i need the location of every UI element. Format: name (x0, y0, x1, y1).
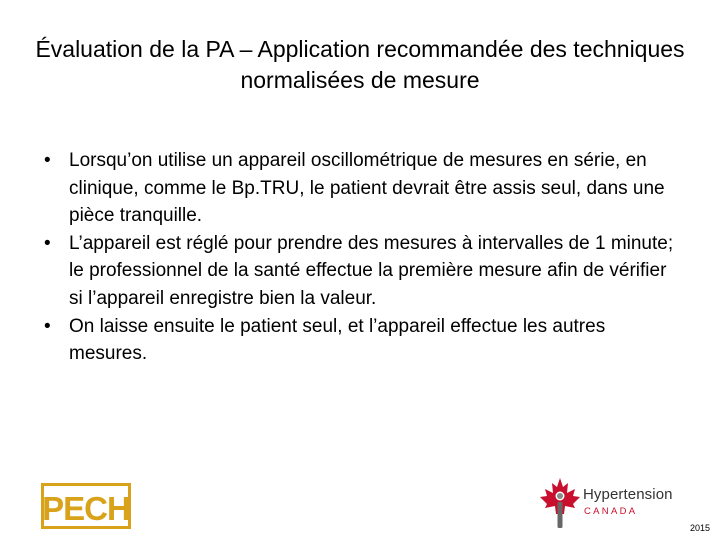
bullet-text: On laisse ensuite le patient seul, et l’appareil effectue les autres mesures. (69, 315, 606, 365)
bullet-marker: • (44, 150, 51, 171)
pech-logo (41, 483, 131, 529)
bullet-marker: • (44, 232, 51, 254)
hypertension-canada-logo (534, 474, 694, 532)
slide-title: Évaluation de la PA – Application recommandée des techniques normalisées de mesure (35, 36, 685, 93)
pech-logo-text: PECH (42, 490, 130, 527)
bullet-text: Lorsqu’on utilise un appareil oscillométrique de mesures en série, en clinique, comme le Bp.TRU, le patient devrait être assis seul, dans une pièce tranquille. (69, 150, 665, 227)
bullet-list (44, 147, 684, 368)
bullet-item (44, 147, 684, 230)
bullet-item (44, 230, 684, 313)
bullet-item (44, 313, 684, 368)
bullet-marker: • (44, 315, 51, 337)
bullet-text: L’appareil est réglé pour prendre des mesures à intervalles de 1 minute; le professionnel de la santé effectue la première mesure afin de vérifier si l’appareil enregistre bien la valeur. (69, 232, 674, 309)
hypertension-wordmark: Hypertension (583, 486, 673, 503)
maple-leaf-icon (534, 474, 586, 532)
canada-wordmark: CANADA (584, 506, 638, 517)
slide-year: 2015 (689, 523, 710, 533)
